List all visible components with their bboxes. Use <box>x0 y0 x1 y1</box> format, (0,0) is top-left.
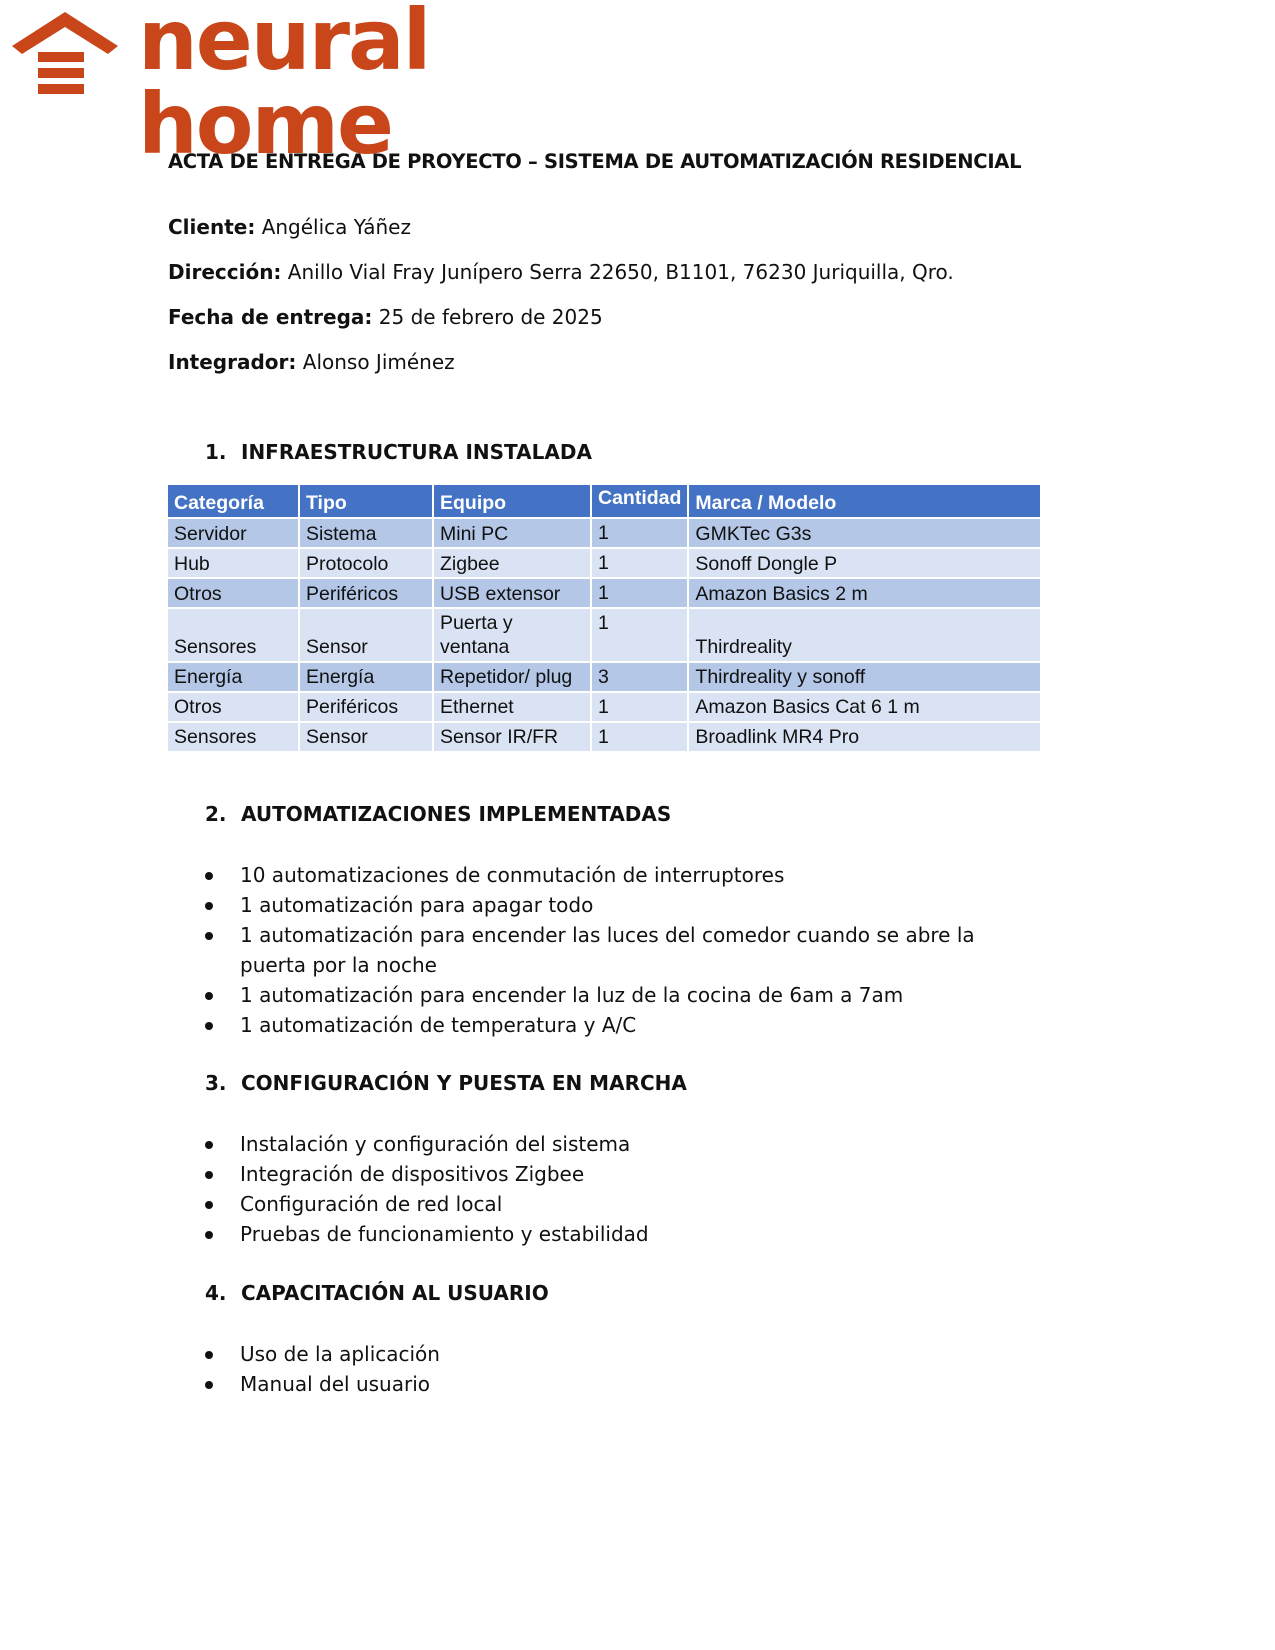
table-cell: Zigbee <box>434 549 590 577</box>
table-cell: Energía <box>300 663 432 691</box>
section-heading-training <box>205 1281 549 1305</box>
section-number: 1. <box>205 440 227 464</box>
section-title: CAPACITACIÓN AL USUARIO <box>241 1281 549 1305</box>
bullet-icon <box>205 1351 213 1359</box>
table-row <box>168 519 1040 547</box>
list-item-text: 10 automatizaciones de conmutación de interruptores <box>240 863 785 887</box>
table-cell: Otros <box>168 693 298 721</box>
list-item <box>205 1219 1025 1249</box>
bullet-icon <box>205 872 213 880</box>
configuration-list <box>205 1129 1025 1249</box>
table-cell: Sensor <box>300 609 432 661</box>
field-value: Angélica Yáñez <box>261 215 411 239</box>
list-item-text: Pruebas de funcionamiento y estabilidad <box>240 1222 649 1246</box>
brand-name: neural home <box>138 0 430 173</box>
table-cell: Hub <box>168 549 298 577</box>
table-cell: Thirdreality <box>689 609 1040 661</box>
table-cell: Servidor <box>168 519 298 547</box>
bullet-icon <box>205 902 213 910</box>
list-item-text: Configuración de red local <box>240 1192 503 1216</box>
bullet-icon <box>205 932 213 940</box>
table-cell: 3 <box>592 663 687 691</box>
list-item <box>205 920 1025 980</box>
table-row <box>168 549 1040 577</box>
table-cell: Protocolo <box>300 549 432 577</box>
table-cell: Sistema <box>300 519 432 547</box>
automations-list <box>205 860 1025 1040</box>
table-cell: Sonoff Dongle P <box>689 549 1040 577</box>
section-number: 2. <box>205 802 227 826</box>
table-cell: Periféricos <box>300 579 432 607</box>
table-cell: Thirdreality y sonoff <box>689 663 1040 691</box>
field-label: Integrador: <box>168 350 297 374</box>
list-item-text: 1 automatización para encender las luces del comedor cuando se abre la puerta por la noche <box>240 923 975 977</box>
list-item <box>205 1189 1025 1219</box>
list-item <box>205 1129 1025 1159</box>
house-icon <box>10 10 120 95</box>
table-cell: 1 <box>592 723 687 751</box>
table-cell: Periféricos <box>300 693 432 721</box>
list-item-text: Instalación y configuración del sistema <box>240 1132 631 1156</box>
column-header: Cantidad <box>592 485 687 517</box>
table-header-row <box>168 485 1040 517</box>
table-cell: 1 <box>592 549 687 577</box>
list-item <box>205 980 1025 1010</box>
table-cell: Broadlink MR4 Pro <box>689 723 1040 751</box>
table-cell: USB extensor <box>434 579 590 607</box>
column-header: Tipo <box>300 485 432 517</box>
table-cell: 1 <box>592 609 687 661</box>
bullet-icon <box>205 992 213 1000</box>
table-cell: Amazon Basics Cat 6 1 m <box>689 693 1040 721</box>
column-header: Marca / Modelo <box>689 485 1040 517</box>
bullet-icon <box>205 1171 213 1179</box>
bullet-icon <box>205 1201 213 1209</box>
field-value: Alonso Jiménez <box>302 350 455 374</box>
section-number: 3. <box>205 1071 227 1095</box>
table-cell: Sensores <box>168 723 298 751</box>
field-value: Anillo Vial Fray Junípero Serra 22650, B1101, 76230 Juriquilla, Qro. <box>287 260 954 284</box>
table-cell: GMKTec G3s <box>689 519 1040 547</box>
list-item-text: Integración de dispositivos Zigbee <box>240 1162 585 1186</box>
field-direccion <box>168 260 954 284</box>
table-cell: Amazon Basics 2 m <box>689 579 1040 607</box>
bullet-icon <box>205 1141 213 1149</box>
table-cell: Sensor <box>300 723 432 751</box>
section-title: CONFIGURACIÓN Y PUESTA EN MARCHA <box>241 1071 687 1095</box>
column-header: Categoría <box>168 485 298 517</box>
list-item-text: 1 automatización de temperatura y A/C <box>240 1013 637 1037</box>
list-item <box>205 1010 1025 1040</box>
table-cell: Puerta y ventana <box>434 609 590 661</box>
field-value: 25 de febrero de 2025 <box>378 305 603 329</box>
training-list <box>205 1339 1025 1399</box>
table-row <box>168 609 1040 661</box>
field-cliente <box>168 215 411 239</box>
table-cell: 1 <box>592 579 687 607</box>
list-item <box>205 860 1025 890</box>
field-label: Cliente: <box>168 215 256 239</box>
table-cell: Energía <box>168 663 298 691</box>
section-heading-automations <box>205 802 671 826</box>
field-integrador <box>168 350 455 374</box>
list-item-text: Uso de la aplicación <box>240 1342 440 1366</box>
section-number: 4. <box>205 1281 227 1305</box>
section-title: INFRAESTRUCTURA INSTALADA <box>241 440 592 464</box>
section-heading-infra <box>205 440 592 464</box>
column-header: Equipo <box>434 485 590 517</box>
table-cell: 1 <box>592 693 687 721</box>
table-row <box>168 723 1040 751</box>
list-item-text: 1 automatización para encender la luz de la cocina de 6am a 7am <box>240 983 904 1007</box>
table-cell: 1 <box>592 519 687 547</box>
list-item <box>205 890 1025 920</box>
field-label: Dirección: <box>168 260 282 284</box>
section-title: AUTOMATIZACIONES IMPLEMENTADAS <box>241 802 672 826</box>
table-row <box>168 579 1040 607</box>
bullet-icon <box>205 1381 213 1389</box>
section-heading-configuration <box>205 1071 687 1095</box>
table-row <box>168 693 1040 721</box>
list-item <box>205 1159 1025 1189</box>
list-item <box>205 1339 1025 1369</box>
table-cell: Repetidor/ plug <box>434 663 590 691</box>
field-label: Fecha de entrega: <box>168 305 373 329</box>
table-cell: Sensor IR/FR <box>434 723 590 751</box>
bullet-icon <box>205 1231 213 1239</box>
table-cell: Mini PC <box>434 519 590 547</box>
list-item <box>205 1369 1025 1399</box>
bullet-icon <box>205 1022 213 1030</box>
document-title: ACTA DE ENTREGA DE PROYECTO – SISTEMA DE AUTOMATIZACIÓN RESIDENCIAL <box>168 150 1022 173</box>
table-cell: Sensores <box>168 609 298 661</box>
table-cell: Ethernet <box>434 693 590 721</box>
list-item-text: 1 automatización para apagar todo <box>240 893 594 917</box>
table-row <box>168 663 1040 691</box>
table-cell: Otros <box>168 579 298 607</box>
infra-table <box>166 483 1042 753</box>
list-item-text: Manual del usuario <box>240 1372 430 1396</box>
field-fecha <box>168 305 603 329</box>
